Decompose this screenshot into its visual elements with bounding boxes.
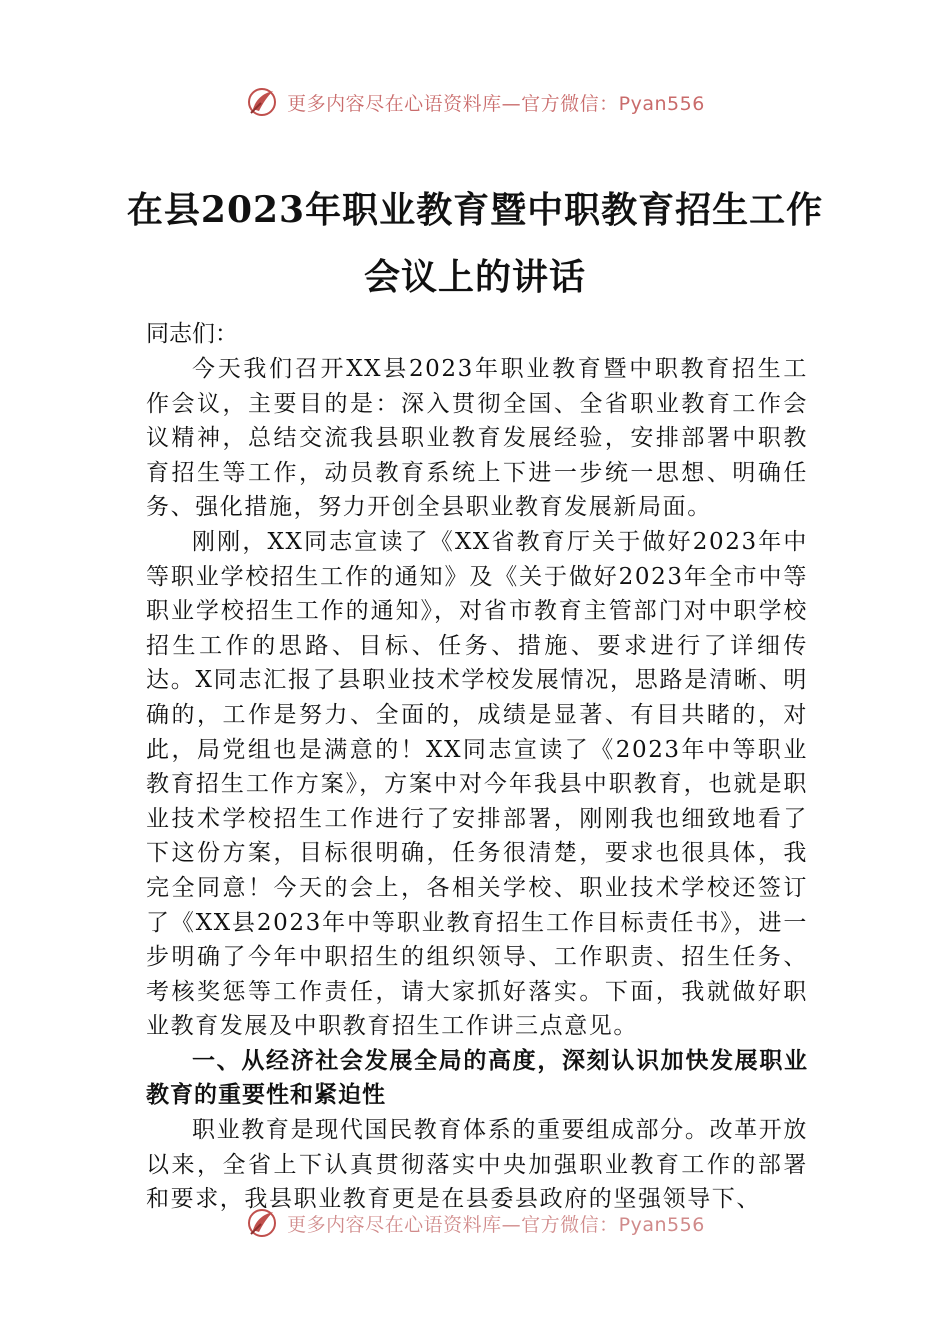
watermark-footer	[0, 1203, 950, 1243]
document-body	[146, 352, 808, 1217]
watermark-header	[0, 82, 950, 122]
watermark-text: 更多内容尽在心语资料库—官方微信：Pyan556	[287, 92, 705, 115]
paragraph-review: 刚刚，XX同志宣读了《XX省教育厅关于做好2023年中等职业学校招生工作的通知》及《关于做好2023年全市中等职业学校招生工作的通知》，对省市教育主管部门对中职学校招生工作的思路、目标、任务、措施、要求进行了详细传达。X同志汇报了县职业技术学校发展情况，思路是清晰、明确的，工作是努力、全面的，成绩是显著、有目共睹的，对此，局党组也是满意的！XX同志宣读了《2023年中等职业教育招生工作方案》，方案中对今年我县中职教育，也就是职业技术学校招生工作进行了安排部署，刚刚我也细致地看了下这份方案，目标很明确，任务很清楚，要求也很具体，我完全同意！今天的会上，各相关学校、职业技术学校还签订了《XX县2023年中等职业教育招生工作目标责任书》，进一步明确了今年中职招生的组织领导、工作职责、招生任务、考核奖惩等工作责任，请大家抓好落实。下面，我就做好职业教育发展及中职教育招生工作讲三点意见。	[146, 528, 808, 1040]
logo-icon	[245, 1206, 279, 1240]
paragraph-section-1: 职业教育是现代国民教育体系的重要组成部分。改革开放以来，全省上下认真贯彻落实中央加强职业教育工作的部署和要求，我县职业教育更是在县委县政府的坚强领导下、	[146, 1117, 808, 1213]
watermark-text: 更多内容尽在心语资料库—官方微信：Pyan556	[287, 1213, 705, 1236]
document-title-line-1: 在县2023年职业教育暨中职教育招生工作	[126, 189, 824, 231]
paragraph-opening: 今天我们召开XX县2023年职业教育暨中职教育招生工作会议，主要目的是：深入贯彻全国、全省职业教育工作会议精神，总结交流我县职业教育发展经验，安排部署中职教育招生等工作，动员教育系统上下进一步统一思想、明确任务、强化措施，努力开创全县职业教育发展新局面。	[146, 356, 808, 521]
logo-icon	[245, 85, 279, 119]
section-heading-1: 一、从经济社会发展全局的高度，深刻认识加快发展职业教育的重要性和紧迫性	[146, 1047, 808, 1109]
document-title-line-2: 会议上的讲话	[363, 256, 586, 298]
salutation: 同志们：	[146, 321, 238, 347]
